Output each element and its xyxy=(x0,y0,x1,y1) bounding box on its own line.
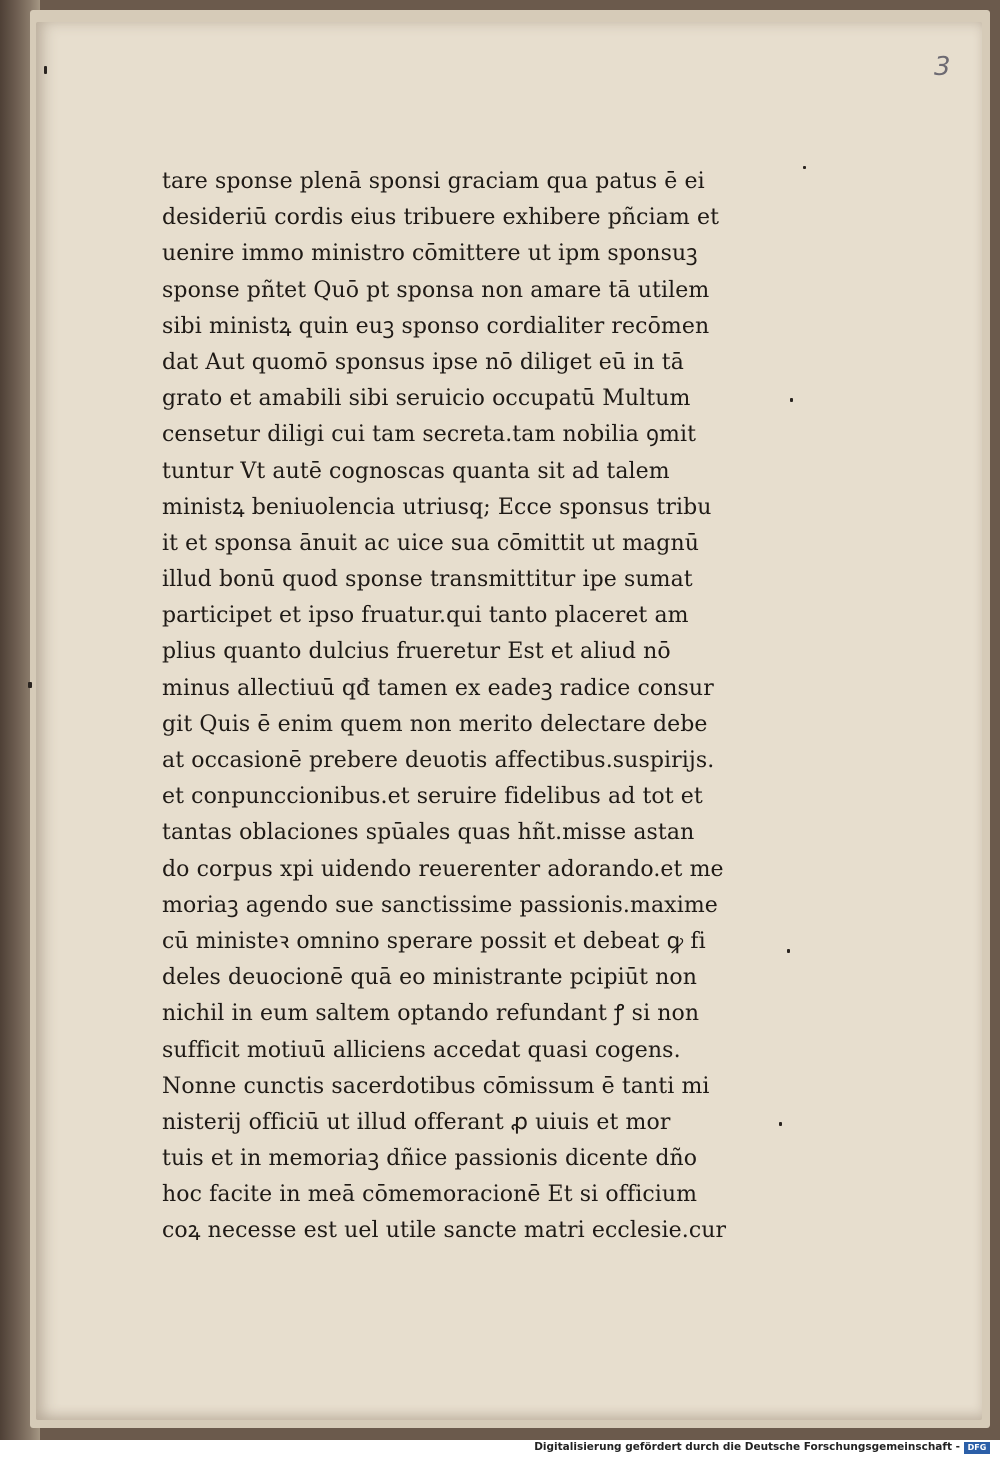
text-line: sibi ministꝝ quin euꝫ sponso cordialiter recōmen xyxy=(162,313,710,339)
margin-mark xyxy=(803,166,806,169)
text-line: nisterij officiū ut illud offerant ꝓ uiuis et mor xyxy=(162,1109,671,1135)
text-line: at occasionē prebere deuotis affectibus.suspirijs. xyxy=(162,748,715,773)
text-line: ministꝝ beniuolencia utriusq; Ecce sponsus tribu xyxy=(162,494,712,520)
text-line: grato et amabili sibi seruicio occupatū Multum xyxy=(162,386,691,412)
text-line: plius quanto dulcius frueretur Est et aliud nō xyxy=(162,639,671,665)
text-line: sponse pñtet Quō pt sponsa non amare tā utilem xyxy=(162,277,710,303)
text-line: tantas oblaciones spūales quas hñt.misse astan xyxy=(162,820,695,846)
margin-mark xyxy=(790,398,793,402)
text-line: do corpus xpi uidendo reuerenter adorando.et me xyxy=(162,856,724,882)
margin-mark xyxy=(44,66,47,74)
text-line: desideriū cordis eius tribuere exhibere pñciam et xyxy=(162,205,720,231)
text-block xyxy=(162,164,802,1250)
text-line: uenire immo ministro cōmittere ut ipm sponsuꝫ xyxy=(162,241,698,267)
text-line: cū ministeꝛ omnino sperare possit et debeat ꝙ fi xyxy=(162,928,706,954)
text-line: moriaꝫ agendo sue sanctissime passionis.maxime xyxy=(162,892,718,918)
text-line: tare sponse plenā sponsi graciam qua patus ē ei xyxy=(162,169,705,194)
text-line: tuis et in memoriaꝫ dñice passionis dicente dño xyxy=(162,1146,698,1172)
text-line: deles deuocionē quā eo ministrante pcipiūt non xyxy=(162,965,697,991)
text-line: nichil in eum saltem optando refundant ꝭ si non xyxy=(162,1001,700,1027)
margin-mark xyxy=(28,682,32,688)
text-line: Nonne cunctis sacerdotibus cōmissum ē tanti mi xyxy=(162,1073,710,1099)
text-line: minus allectiuū qđ tamen ex eadeꝫ radice consur xyxy=(162,675,714,701)
folio-number: 3 xyxy=(934,52,951,82)
text-line: tuntur Vt autē cognoscas quanta sit ad talem xyxy=(162,458,670,484)
footer-credit: Digitalisierung gefördert durch die Deutsche Forschungsgemeinschaft - xyxy=(534,1441,960,1453)
text-line: coꝝ necesse est uel utile sancte matri ecclesie.cur xyxy=(162,1218,727,1244)
text-line: git Quis ē enim quem non merito delectare debe xyxy=(162,711,708,737)
text-line: sufficit motiuū alliciens accedat quasi cogens. xyxy=(162,1037,681,1063)
text-line: participet et ipso fruatur.qui tanto placeret am xyxy=(162,603,689,629)
footer-bar xyxy=(0,1440,1000,1457)
text-line: dat Aut quomō sponsus ipse nō diliget eū in tā xyxy=(162,349,684,375)
text-line: et conpunccionibus.et seruire fidelibus ad tot et xyxy=(162,784,703,810)
margin-mark xyxy=(787,949,790,953)
text-line: hoc facite in meā cōmemoracionē Et si officium xyxy=(162,1182,698,1208)
text-line: it et sponsa ānuit ac uice sua cōmittit ut magnū xyxy=(162,530,699,556)
text-line: censetur diligi cui tam secreta.tam nobilia ꝯmit xyxy=(162,422,697,448)
margin-mark xyxy=(779,1122,782,1126)
dfg-logo: DFG xyxy=(964,1442,990,1454)
text-line: illud bonū quod sponse transmittitur ipe sumat xyxy=(162,567,693,593)
